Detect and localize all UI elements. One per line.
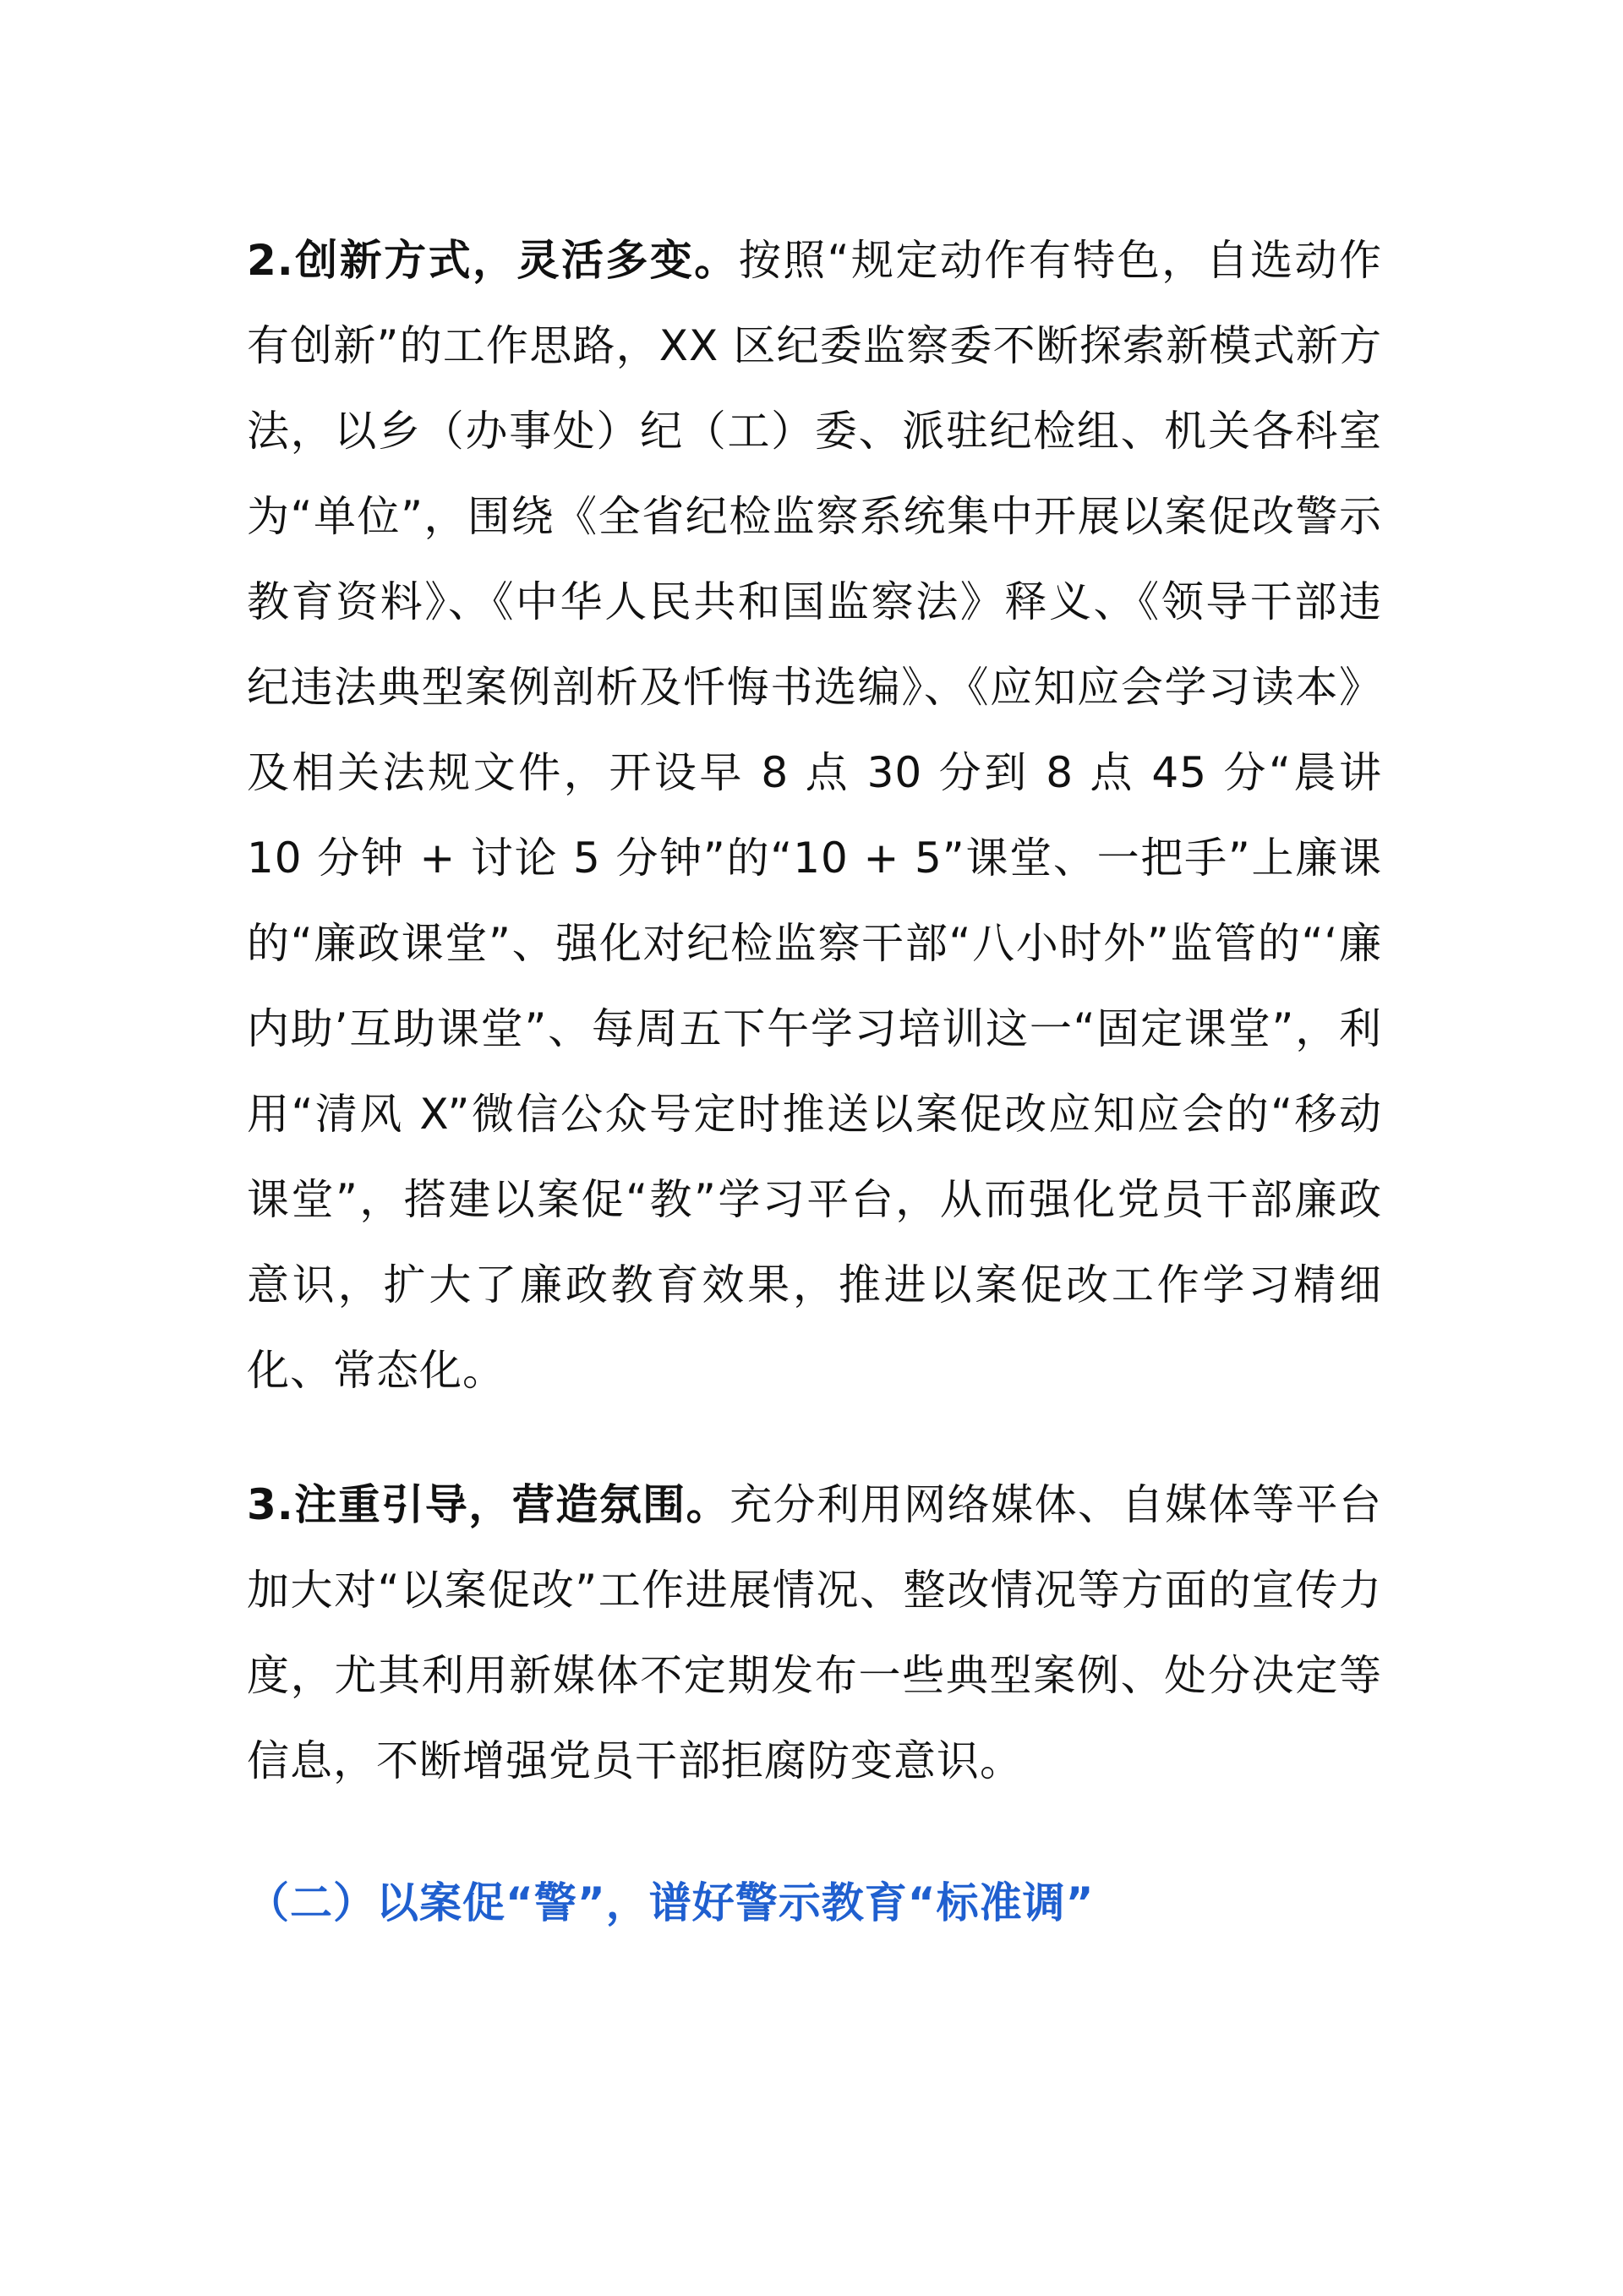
paragraph-innovation [247,218,1382,1413]
paragraph-guidance [247,1462,1382,1804]
document-content [247,218,1382,1946]
section-heading: （二）以案促“警”，谱好警示教育“标准调” [247,1878,1095,1927]
paragraph-lead: 3.注重引导，营造氛围。 [247,1480,730,1529]
paragraph-lead: 2.创新方式，灵活多变。 [247,236,739,285]
paragraph-body: 按照“规定动作有特色，自选动作有创新”的工作思路，XX 区纪委监察委不断探索新模式新方法，以乡（办事处）纪（工）委、派驻纪检组、机关各科室为“单位”，围绕《全省纪检监察系统集中开展以案促改警示教育资料》、《中华人民共和国监察法》释义、《领导干部违纪违法典型案例剖析及忏悔书选编》、《应知应会学习读本》及相关法规文件，开设早 8 点 30 分到 8 点 45 分“晨讲 10 分钟 + 讨论 5 分钟”的“10 + 5”课堂、一把手”上廉课的“廉政课堂”、强化对纪检监察干部“八小时外”监管的“‘廉内助’互助课堂”、每周五下午学习培训这一“固定课堂”，利用“清风 X”微信公众号定时推送以案促改应知应会的“移动课堂”，搭建以案促“教”学习平台，从而强化党员干部廉政意识，扩大了廉政教育效果，推进以案促改工作学习精细化、常态化。 [247,236,1382,1395]
paragraph-body: 充分利用网络媒体、自媒体等平台加大对“以案促改”工作进展情况、整改情况等方面的宣传力度，尤其利用新媒体不定期发布一些典型案例、处分决定等信息，不断增强党员干部拒腐防变意识。 [247,1480,1382,1785]
